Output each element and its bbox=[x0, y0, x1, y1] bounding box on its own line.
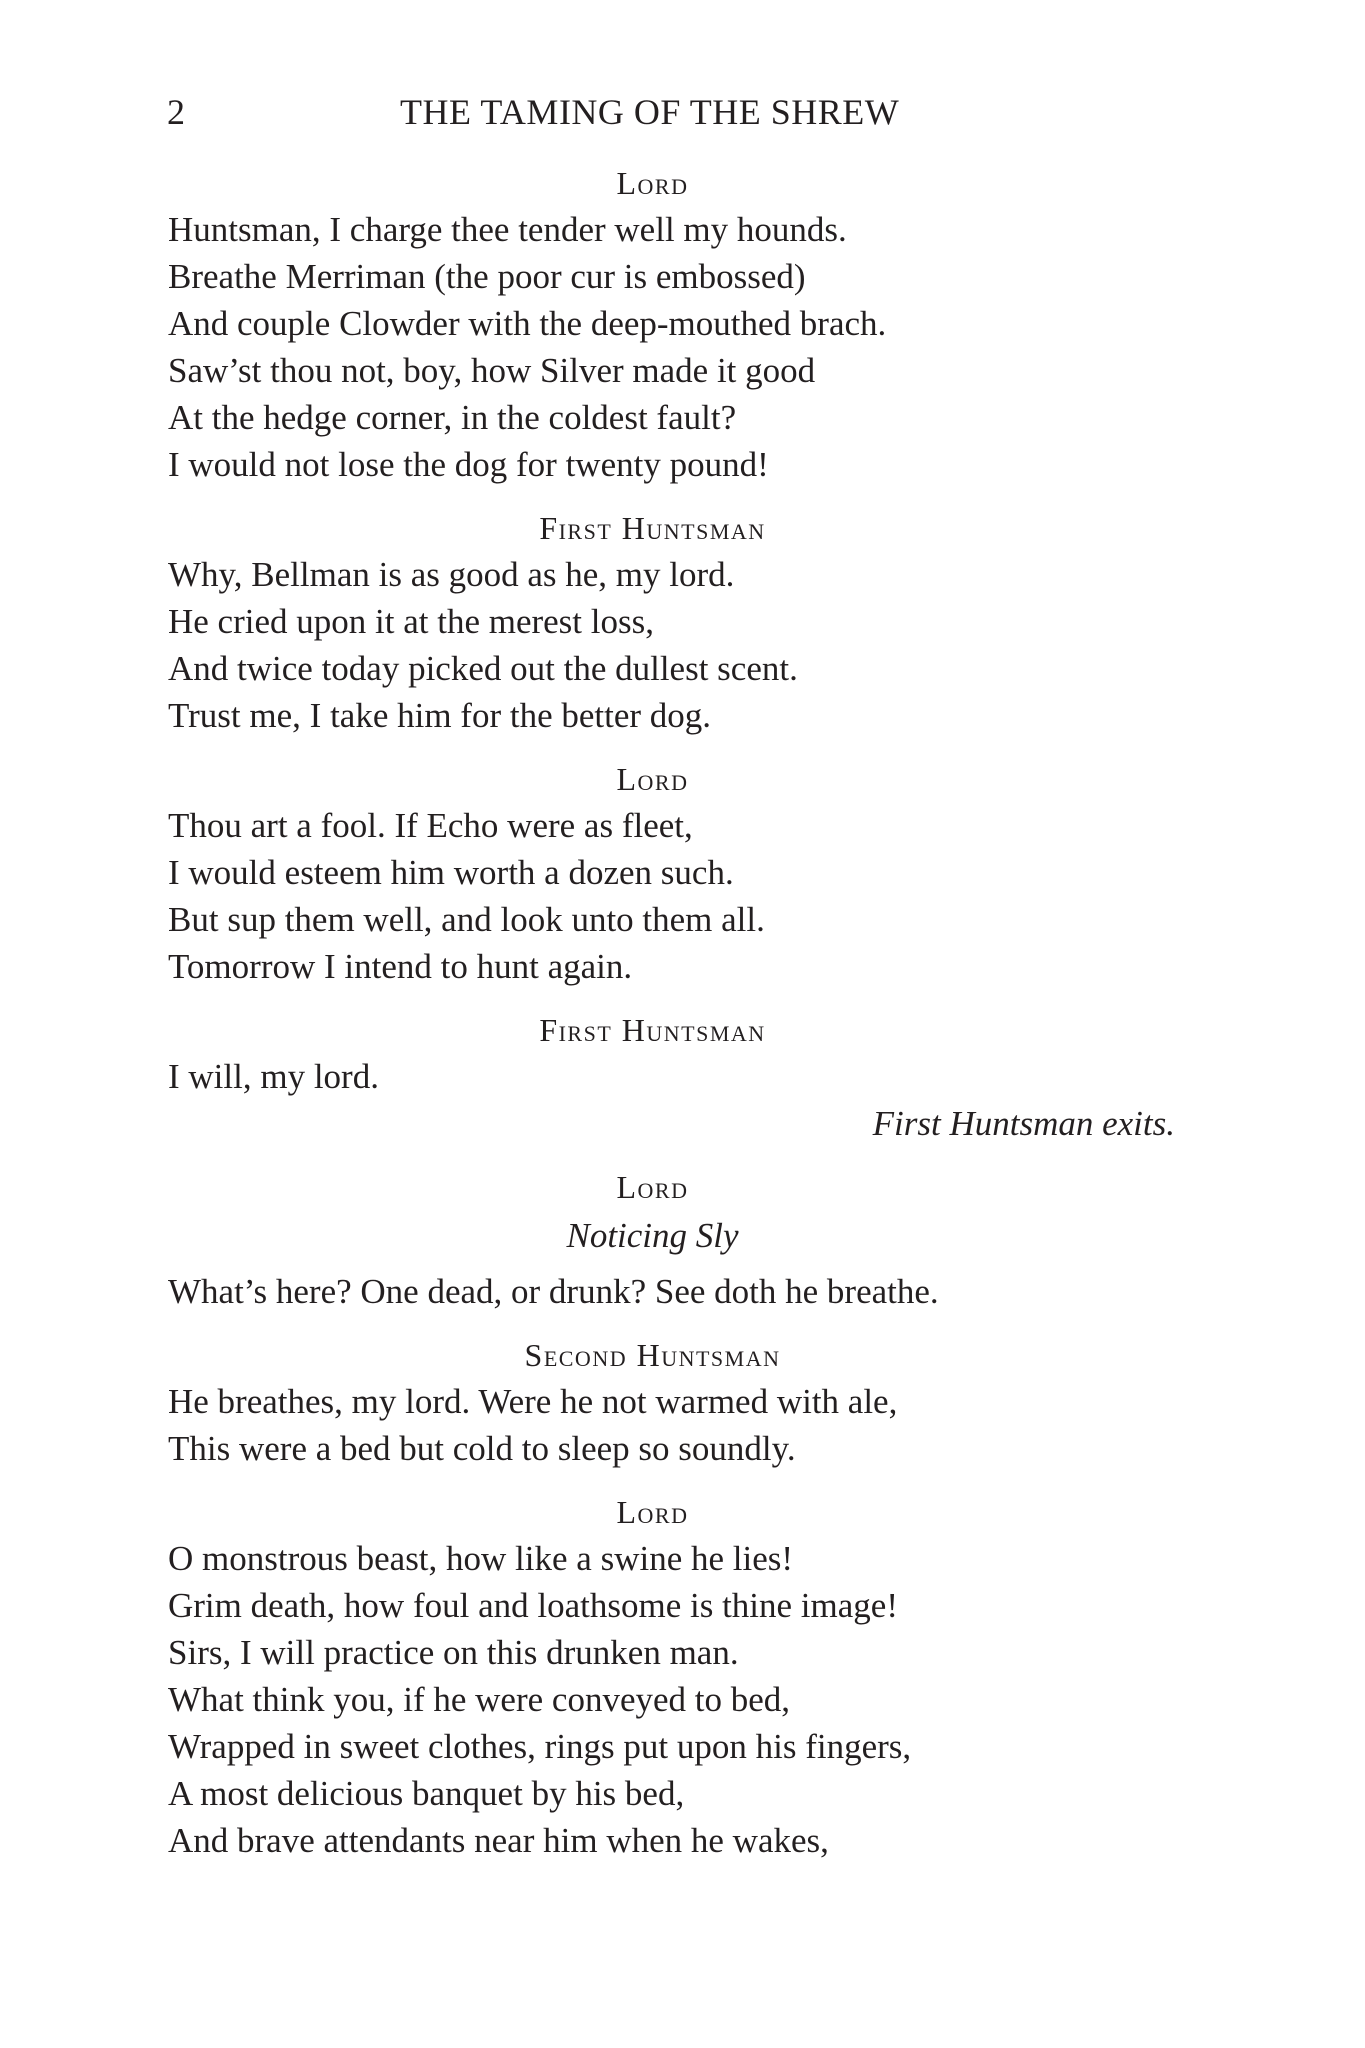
speaker-name: Second Huntsman bbox=[524, 1337, 781, 1373]
play-text bbox=[0, 160, 1365, 1864]
stage-direction: Noticing Sly bbox=[566, 1216, 739, 1255]
running-head: THE TAMING OF THE SHREW bbox=[400, 92, 900, 132]
speech-lord-3 bbox=[0, 1164, 1365, 1315]
speaker-name: Lord bbox=[616, 1169, 689, 1205]
verse-line: Why, Bellman is as good as he, my lord. bbox=[168, 555, 735, 594]
verse-line: Grim death, how foul and loathsome is thine image! bbox=[168, 1586, 898, 1625]
speech-lord-2 bbox=[0, 756, 1365, 990]
verse-line: But sup them well, and look unto them all. bbox=[168, 900, 765, 939]
verse-line: At the hedge corner, in the coldest fault? bbox=[168, 398, 737, 437]
verse-line: And brave attendants near him when he wakes, bbox=[168, 1821, 829, 1860]
speaker-name: Lord bbox=[616, 1494, 689, 1530]
verse-line: Trust me, I take him for the better dog. bbox=[168, 696, 712, 735]
speech-second-huntsman bbox=[0, 1332, 1365, 1472]
verse-line: Saw’st thou not, boy, how Silver made it good bbox=[168, 351, 816, 390]
speaker-name: First Huntsman bbox=[539, 510, 766, 546]
verse-line: A most delicious banquet by his bed, bbox=[168, 1774, 685, 1813]
speaker-name: Lord bbox=[616, 761, 689, 797]
page-number: 2 bbox=[167, 92, 185, 132]
speech-lord-1 bbox=[0, 160, 1365, 488]
speech-first-huntsman-2 bbox=[0, 1007, 1365, 1147]
verse-line: And couple Clowder with the deep-mouthed brach. bbox=[168, 304, 887, 343]
verse-line: O monstrous beast, how like a swine he lies! bbox=[168, 1539, 794, 1578]
verse-line: Huntsman, I charge thee tender well my hounds. bbox=[168, 210, 847, 249]
verse-line: Tomorrow I intend to hunt again. bbox=[168, 947, 633, 986]
verse-line: This were a bed but cold to sleep so soundly. bbox=[168, 1429, 796, 1468]
verse-line: I would not lose the dog for twenty pound! bbox=[168, 445, 769, 484]
verse-line: Thou art a fool. If Echo were as fleet, bbox=[168, 806, 693, 845]
speaker-name: Lord bbox=[616, 165, 689, 201]
speech-lord-4 bbox=[0, 1489, 1365, 1864]
verse-line: Sirs, I will practice on this drunken man. bbox=[168, 1633, 739, 1672]
verse-line: He breathes, my lord. Were he not warmed with ale, bbox=[168, 1382, 898, 1421]
verse-line: He cried upon it at the merest loss, bbox=[168, 602, 654, 641]
verse-line: I will, my lord. bbox=[168, 1057, 379, 1096]
speech-first-huntsman-1 bbox=[0, 505, 1365, 739]
verse-line: What’s here? One dead, or drunk? See doth he breathe. bbox=[168, 1272, 939, 1311]
verse-line: And twice today picked out the dullest scent. bbox=[168, 649, 798, 688]
speaker-name: First Huntsman bbox=[539, 1012, 766, 1048]
verse-line: Breathe Merriman (the poor cur is embossed) bbox=[168, 257, 806, 296]
verse-line: Wrapped in sweet clothes, rings put upon his fingers, bbox=[168, 1727, 912, 1766]
verse-line: What think you, if he were conveyed to bed, bbox=[168, 1680, 791, 1719]
exit-stage-direction: First Huntsman exits. bbox=[872, 1104, 1175, 1143]
verse-line: I would esteem him worth a dozen such. bbox=[168, 853, 734, 892]
